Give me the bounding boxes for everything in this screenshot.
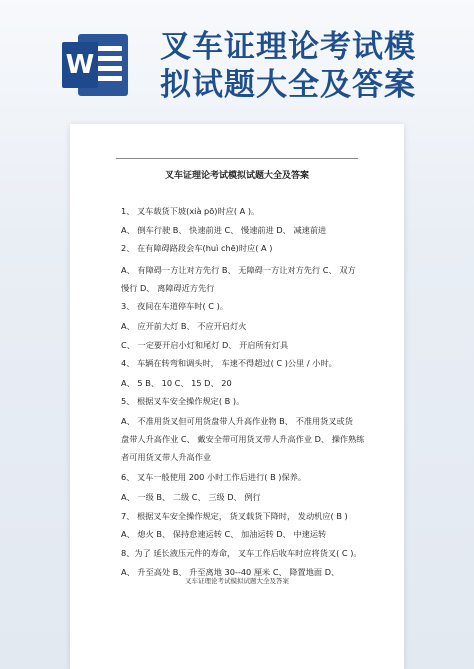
text-line: A、 熄火 B、 保持怠速运转 C、 加油运转 D、 中速运转	[121, 529, 327, 539]
text-line: A、 倒车行驶 B、 快速前进 C、 慢速前进 D、 减速前进	[121, 225, 327, 235]
text-line: A、 应开前大灯 B、 不应开启灯火	[121, 321, 247, 331]
word-document-icon	[62, 34, 128, 96]
text-line: 2、 在有障碍路段会车(huì chē)时应( A )	[121, 243, 273, 253]
document-title: 叉车证理论考试模拟试题大全及答案	[164, 171, 309, 181]
banner-title-line-2: 拟试题大全及答案	[160, 67, 416, 103]
banner	[0, 0, 474, 112]
text-line: 8、为了 延长液压元件的寿命， 叉车工作后收车时应将货叉( C )。	[121, 548, 362, 558]
text-line: 盘带人升高作业 C、 戴安全带可用货叉带人升高作业 D、 操作熟练	[121, 434, 365, 444]
text-line: 3、 夜间在车道停车时( C )。	[121, 301, 228, 311]
text-line: 5、 根据叉车安全操作规定( B )。	[121, 396, 245, 406]
text-line: A、 5 B、 10 C、 15 D、 20	[121, 378, 232, 388]
text-line: C、 一定要开启小灯和尾灯 D、 开启所有灯具	[121, 340, 289, 350]
word-logo-letter: W	[65, 50, 95, 80]
document-footer: 叉车证理论考试模拟试题大全及答案	[185, 577, 289, 585]
text-line: 7、 根据叉车安全操作规定， 货叉载货下降时， 发动机应( B )	[121, 511, 348, 521]
text-line: A、 升至高处 B、 升至离地 30--40 厘米 C、 降置地面 D、	[121, 567, 340, 577]
text-line: 者可用货叉带人升高作业	[121, 452, 212, 462]
text-line: 慢行 D、 离障碍近方先行	[121, 283, 215, 293]
document-page	[70, 124, 404, 669]
banner-title-line-1: 叉车证理论考试模	[160, 29, 416, 65]
text-line: 6、 叉车一般使用 200 小时工作后进行( B )保养。	[121, 472, 307, 482]
text-line: 4、 车辆在转弯和调头时， 车速不得超过( C )公里 / 小时。	[121, 358, 337, 368]
text-line: A、 有障碍一方让对方先行 B、 无障碍一方让对方先行 C、 双方	[121, 265, 356, 275]
word-icon-badge	[62, 42, 98, 88]
text-line: 1、 叉车载货下坡(xià pō)时应( A )。	[121, 206, 260, 216]
text-line: A、 不准用货叉但可用货盘带人升高作业物 B、 不准用货叉或货	[121, 416, 353, 426]
text-line: A、 一级 B、 二级 C、 三级 D、 例行	[121, 492, 261, 502]
banner-title	[160, 28, 460, 104]
header-rule	[116, 158, 358, 159]
